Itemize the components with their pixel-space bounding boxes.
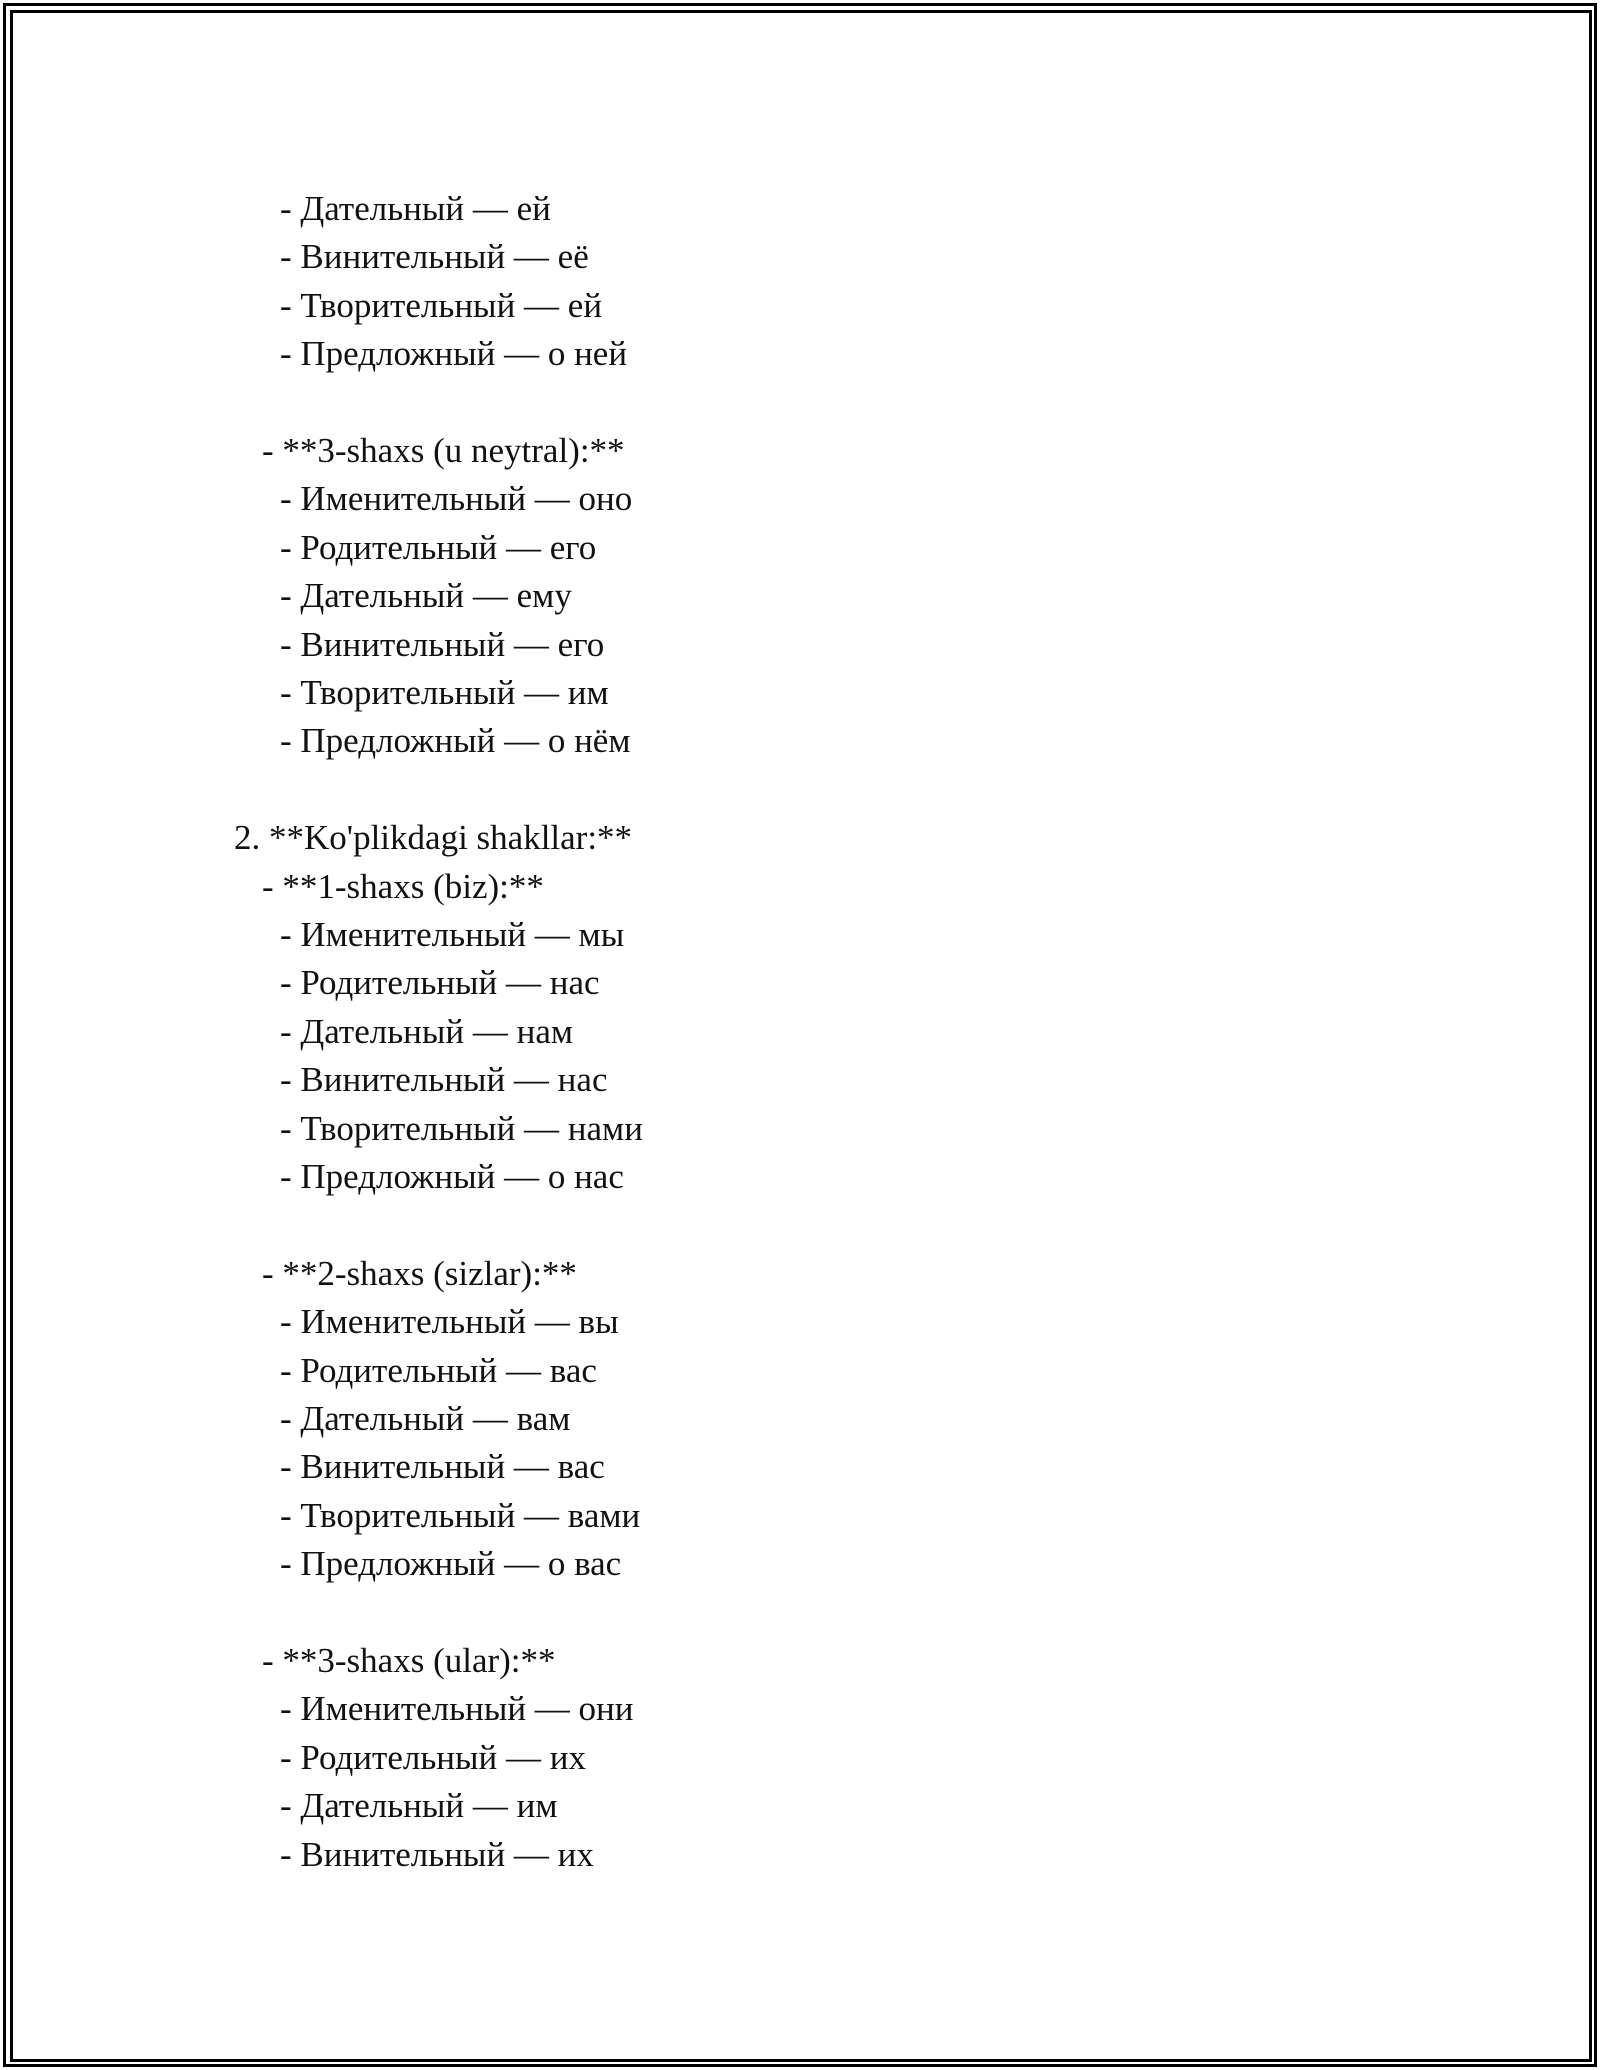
list-item: - Творительный — вами: [280, 1496, 641, 1535]
list-item: - Родительный — его: [280, 528, 597, 567]
list-item: - Родительный — нас: [280, 963, 600, 1002]
list-item: - Дательный — ей: [280, 189, 551, 228]
list-item: - Родительный — вас: [280, 1351, 597, 1390]
list-item: - Предложный — о нём: [280, 721, 631, 760]
list-item: - Дательный — вам: [280, 1399, 571, 1438]
list-item: - Дательный — ему: [280, 576, 572, 615]
list-item: - Винительный — их: [280, 1835, 594, 1874]
list-item: - Творительный — ей: [280, 286, 603, 325]
section-heading: - **3-shaxs (ular):**: [262, 1641, 556, 1680]
list-item: - Предложный — о вас: [280, 1544, 622, 1583]
section-heading: - **3-shaxs (u neytral):**: [262, 431, 625, 470]
list-item: - Родительный — их: [280, 1738, 586, 1777]
list-item: - Именительный — мы: [280, 915, 625, 954]
list-item: - Винительный — нас: [280, 1060, 608, 1099]
page-border-inner: [10, 10, 1592, 2062]
list-item: - Творительный — нами: [280, 1109, 643, 1148]
list-item: - Винительный — её: [280, 237, 589, 276]
list-item: - Предложный — о нас: [280, 1157, 624, 1196]
list-item: - Именительный — вы: [280, 1302, 619, 1341]
list-item: - Предложный — о ней: [280, 334, 628, 373]
list-item: - Дательный — нам: [280, 1012, 574, 1051]
list-item: - Винительный — вас: [280, 1447, 605, 1486]
list-item: - Дательный — им: [280, 1786, 558, 1825]
numbered-heading: 2. **Ko'plikdagi shakllar:**: [234, 818, 633, 857]
list-item: - Винительный — его: [280, 625, 605, 664]
list-item: - Именительный — оно: [280, 479, 633, 518]
list-item: - Именительный — они: [280, 1689, 634, 1728]
section-heading: - **1-shaxs (biz):**: [262, 867, 544, 906]
section-heading: - **2-shaxs (sizlar):**: [262, 1254, 577, 1293]
list-item: - Творительный — им: [280, 673, 609, 712]
